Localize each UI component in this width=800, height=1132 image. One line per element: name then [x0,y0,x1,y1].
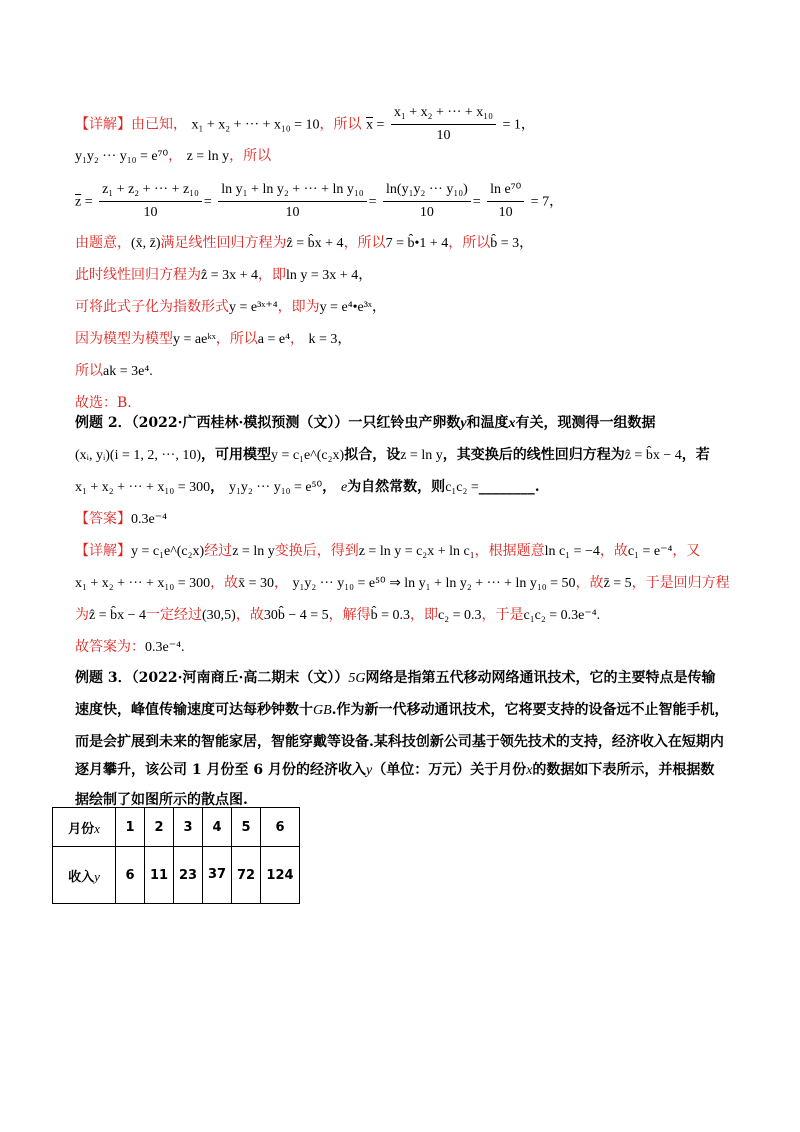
table-cell: 5 [232,808,261,847]
example2-final: 故答案为：0.3e⁻⁴. [75,639,185,655]
table-cell: 72 [232,847,261,904]
example2-detail-2: x₁ + x₂ + ··· + x₁₀ = 300，故x̄ = 30， y₁y₂ ··· y₁₀ = e⁵⁰ ⇒ ln y₁ + ln y₂ + ··· + ln y₁₀ = 50，故z̄ = 5，于是回归方程 [75,575,730,591]
example2-detail-3: 为ẑ = b̂x − 4一定经过(30,5)，故30b̂ − 4 = 5，解得b̂ = 0.3，即c₂ = 0.3，于是c₁c₂ = 0.3e⁻⁴. [75,607,601,623]
table-header-month: 月份x [53,808,116,847]
table-header-income: 收入y [53,847,116,904]
detail-line-8: 所以ak = 3e⁴. [75,363,153,379]
table-cell: 3 [174,808,203,847]
table-row-income [53,847,300,904]
income-table [52,807,300,904]
detail-bracket: 【详解】 [75,116,131,133]
example3-line-5: 据绘制了如图所示的散点图. [75,792,248,808]
table-cell: 6 [116,847,145,904]
zbar-equation: $\overline{z}$ = $\frac{\text{z₁ + z₂ + ··· + z₁₀}}{10}$ = $\frac{\text{ln y₁ + ln y₂ + ··· + ln y₁₀}}{10}$ = $\frac{\text{ln(y₁y₂ ··· y₁₀)}}{10}$ = $\frac{\text{ln e⁷⁰}}{10}$ = 7， [75,182,564,220]
table-cell: 124 [261,847,300,904]
detail-line-1: 【详解】由已知， x₁ + x₂ + ··· + x₁₀ = 10，所以 $\overline{x}$ = $\frac{\text{x₁ + x₂ + ··· + x₁₀}}{10}$ = 1， [75,103,740,146]
example3-line-4: 逐月攀升，该公司 1 月份至 6 月份的经济收入y（单位：万元）关于月份x的数据如下表所示，并根据数 [75,762,715,778]
table-cell: 4 [203,808,232,847]
detail-line-6: 可将此式子化为指数形式y = e³ˣ⁺⁴，即为y = e⁴•e³ˣ， [75,299,386,315]
example2-answer: 【答案】0.3e⁻⁴ [75,511,167,527]
example3-line-2: 速度快，峰值传输速度可达每秒钟数十GB.作为新一代移动通讯技术，它将要支持的设备远不止智能手机， [75,702,729,718]
table-row-month [53,808,300,847]
detail-line-4: 由题意，(x̄, z̄)满足线性回归方程为ẑ = b̂x + 4，所以7 = b̂•1 + 4，所以b̂ = 3， [75,235,534,251]
table-cell: 37 [203,847,232,904]
table-cell: 6 [261,808,300,847]
detail-line-7: 因为模型为模型y = aeᵏˣ，所以a = e⁴， k = 3， [75,331,352,347]
table-cell: 2 [145,808,174,847]
example2-line-2: (xᵢ, yᵢ)(i = 1, 2, ···, 10)，可用模型y = c₁e^(c₂x)拟合，设z = ln y，其变换后的线性回归方程为ẑ = b̂x − 4，若 [75,447,710,463]
example2-line-3: x₁ + x₂ + ··· + x₁₀ = 300， y₁y₂ ··· y₁₀ = e⁵⁰， e为自然常数，则c₁c₂ =________. [75,479,540,495]
detail-line-2: y₁y₂ ··· y₁₀ = e⁷⁰， z = ln y，所以 [75,148,272,164]
detail-answer: 故选：B. [75,395,132,411]
xbar-fraction: $\frac{\text{x₁ + x₂ + ··· + x₁₀}}{10}$ [391,103,496,146]
example2-title: 例题 2．（2022·广西桂林·模拟预测（文））一只红铃虫产卵数y和温度x有关，现测得一组数据 [75,415,656,431]
table-cell: 23 [174,847,203,904]
table-cell: 11 [145,847,174,904]
example3-line-1: 例题 3．（2022·河南商丘·高二期末（文））5G网络是指第五代移动网络通讯技术，它的主要特点是传输 [75,670,716,686]
table-cell: 1 [116,808,145,847]
example3-line-3: 而是会扩展到未来的智能家居，智能穿戴等设备.某科技创新公司基于领先技术的支持，经济收入在短期内 [75,734,724,750]
detail-line-5: 此时线性回归方程为ẑ = 3x + 4，即ln y = 3x + 4， [75,267,373,283]
example2-detail-1: 【详解】y = c₁e^(c₂x)经过z = ln y变换后，得到z = ln y = c₂x + ln c₁，根据题意ln c₁ = −4，故c₁ = e⁻⁴，又 [75,543,701,559]
